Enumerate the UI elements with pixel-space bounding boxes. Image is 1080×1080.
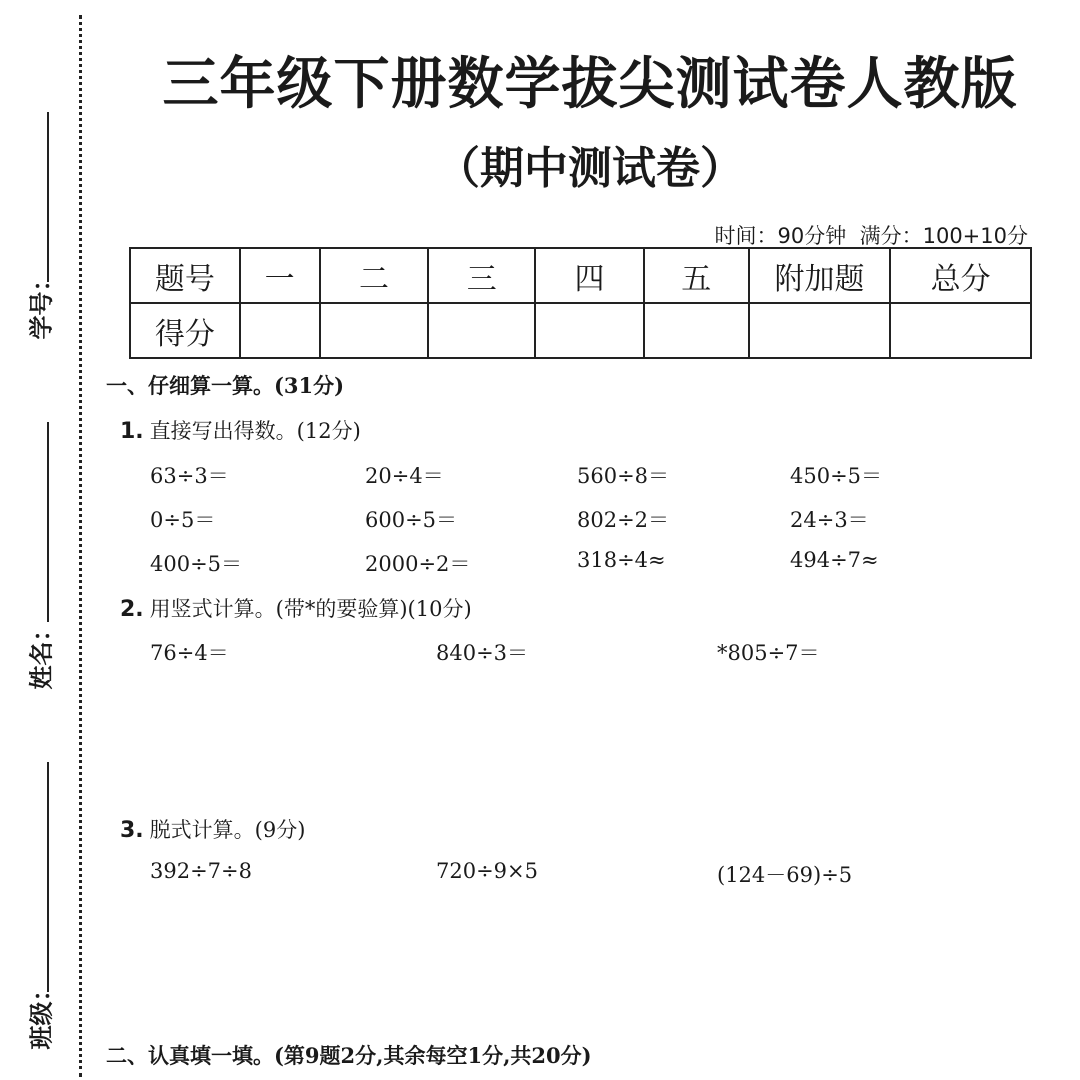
q1-problem: 400÷5＝: [150, 552, 243, 576]
q2-number: 2.: [120, 597, 144, 622]
q2-problem: *805÷7＝: [717, 641, 820, 665]
q1-problem: 24÷3＝: [790, 508, 869, 532]
score-cell[interactable]: [890, 303, 1031, 358]
student-id-label: 学号：: [27, 267, 56, 340]
q1-problem: 318÷4≈: [577, 548, 666, 572]
q1-problem: 560÷8＝: [577, 464, 670, 488]
score-cell[interactable]: [644, 303, 749, 358]
q1-problem: 494÷7≈: [790, 548, 879, 572]
q2-heading: [120, 593, 472, 623]
name-line: [47, 422, 49, 622]
score-table-score-row: [130, 303, 1031, 358]
score-cell[interactable]: [240, 303, 320, 358]
score-cell[interactable]: [320, 303, 429, 358]
exam-full-score: 满分：100+10分: [859, 224, 1028, 248]
score-table-header-cell: 总分: [890, 248, 1031, 303]
q1-problem: 600÷5＝: [365, 508, 458, 532]
q1-problem: 0÷5＝: [150, 508, 216, 532]
score-row-label: 得分: [130, 303, 240, 358]
exam-time: 时间：90分钟: [714, 224, 847, 248]
section1-title: 一、仔细算一算。(31分): [106, 373, 345, 398]
q1-problem: 20÷4＝: [365, 464, 444, 488]
exam-info: [715, 220, 1029, 250]
score-table-header-cell: 二: [320, 248, 429, 303]
page-subtitle: （期中测试卷）: [436, 143, 744, 194]
q1-problem: 63÷3＝: [150, 464, 229, 488]
score-table-header-cell: 三: [428, 248, 535, 303]
q3-problem: 720÷9×5: [436, 859, 538, 883]
q1-problem: 450÷5＝: [790, 464, 883, 488]
score-table-header-cell: 附加题: [749, 248, 891, 303]
q3-text: 脱式计算。(9分): [149, 818, 306, 842]
q2-text: 用竖式计算。(带*的要验算)(10分): [149, 597, 472, 621]
score-table-header-cell: 四: [535, 248, 644, 303]
q3-problem: 392÷7÷8: [150, 859, 252, 883]
score-table-header-cell: 题号: [130, 248, 240, 303]
q1-heading: [120, 415, 361, 445]
student-id-line: [47, 112, 49, 282]
score-cell[interactable]: [749, 303, 891, 358]
score-cell[interactable]: [535, 303, 644, 358]
q1-number: 1.: [120, 419, 144, 444]
binding-dotted-line: [79, 15, 82, 1077]
score-cell[interactable]: [428, 303, 535, 358]
class-label: 班级：: [27, 977, 56, 1050]
class-line: [47, 762, 49, 992]
q1-text: 直接写出得数。(12分): [149, 419, 361, 443]
score-table-header-cell: 五: [644, 248, 749, 303]
q1-problem: 2000÷2＝: [365, 552, 471, 576]
section2-title: 二、认真填一填。(第9题2分,其余每空1分,共20分): [106, 1043, 592, 1068]
q3-number: 3.: [120, 818, 144, 843]
name-label: 姓名：: [27, 617, 56, 690]
score-table-header-row: [130, 248, 1031, 303]
score-table: [129, 247, 1032, 359]
q1-problem: 802÷2＝: [577, 508, 670, 532]
q3-heading: [120, 814, 305, 844]
q3-problem: (124－69)÷5: [717, 863, 853, 887]
page-title: 三年级下册数学拔尖测试卷人教版: [162, 52, 1018, 117]
q2-problem: 840÷3＝: [436, 641, 529, 665]
score-table-header-cell: 一: [240, 248, 320, 303]
q2-problem: 76÷4＝: [150, 641, 229, 665]
